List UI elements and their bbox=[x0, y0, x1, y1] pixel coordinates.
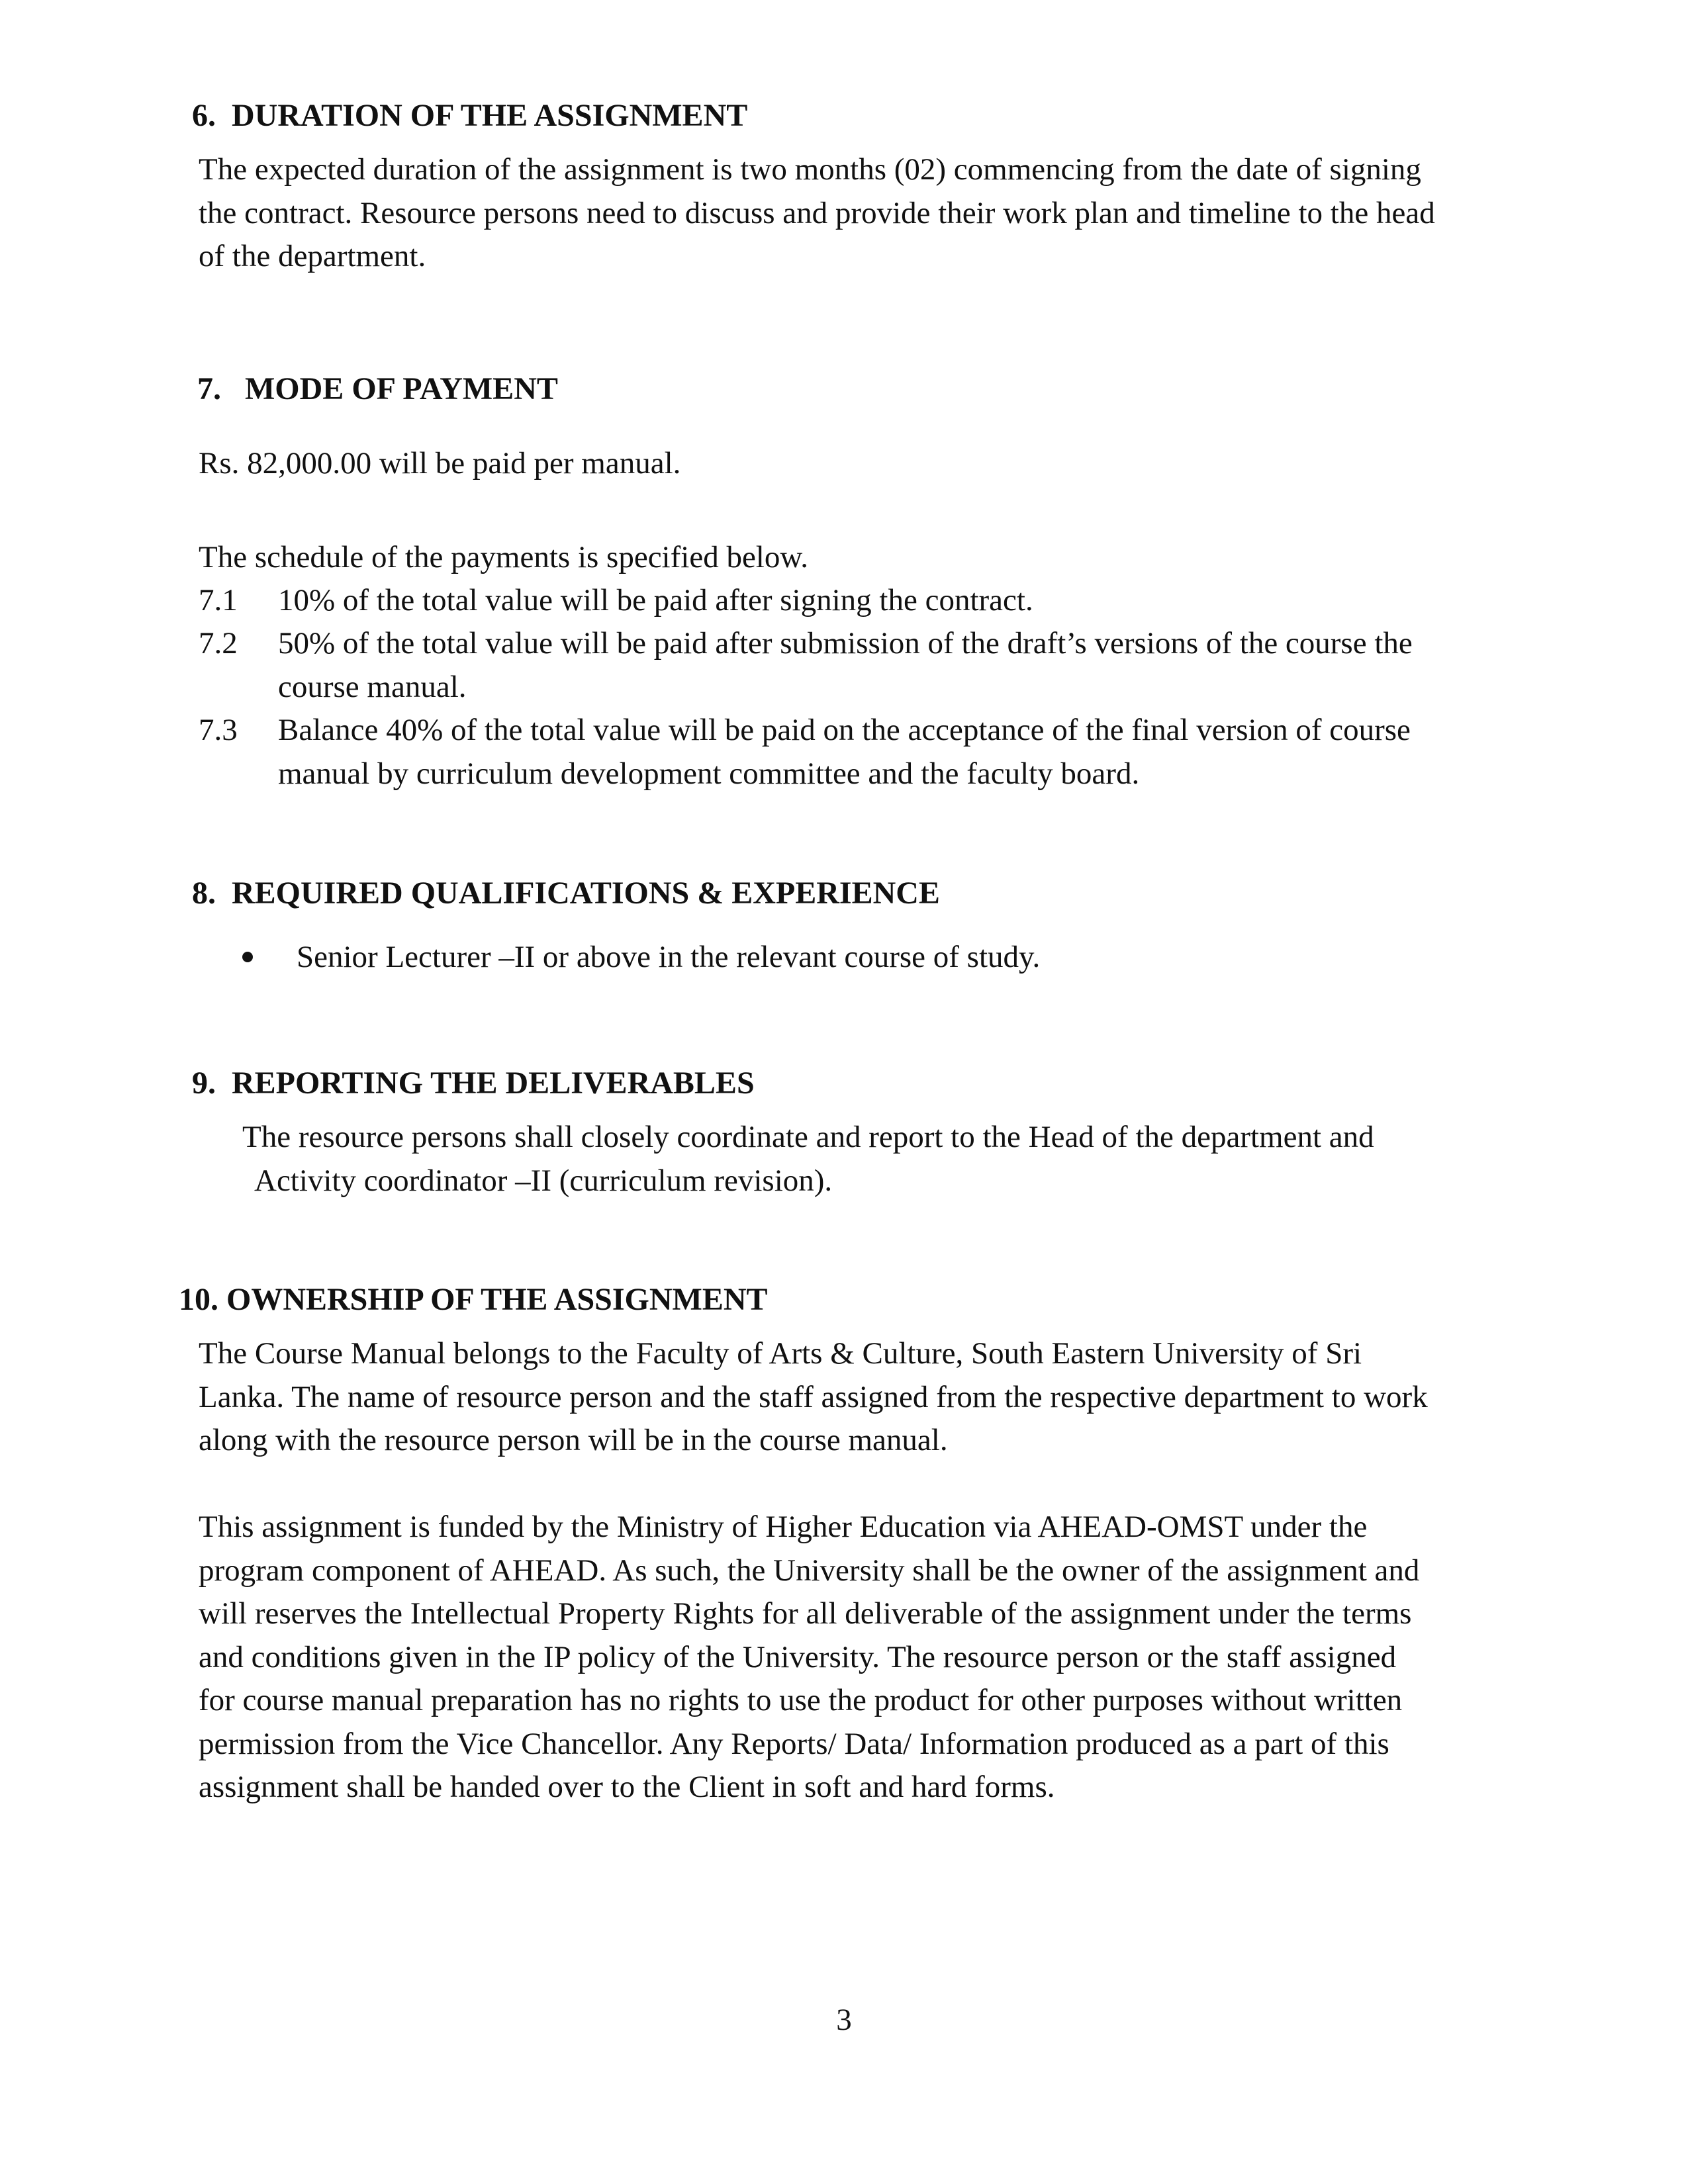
section-6-heading bbox=[192, 95, 747, 137]
section-number: 9. bbox=[192, 1066, 216, 1101]
section-9-heading bbox=[192, 1062, 755, 1105]
section-title: OWNERSHIP OF THE ASSIGNMENT bbox=[226, 1282, 768, 1317]
text-line: course manual. bbox=[278, 669, 467, 704]
text-line: The Course Manual belongs to the Faculty of Arts & Culture, South Eastern University of Sri bbox=[199, 1336, 1362, 1371]
text-line: The expected duration of the assignment is two months (02) commencing from the date of signing bbox=[199, 152, 1421, 187]
section-number: 10. bbox=[179, 1282, 218, 1317]
section-title: MODE OF PAYMENT bbox=[245, 371, 558, 406]
text-line: Activity coordinator –II (curriculum revision). bbox=[254, 1163, 833, 1198]
text-line: This assignment is funded by the Ministry of Higher Education via AHEAD-OMST under the bbox=[199, 1510, 1368, 1544]
schedule-item bbox=[199, 709, 1688, 796]
text-line: assignment shall be handed over to the Client in soft and hard forms. bbox=[199, 1770, 1055, 1804]
section-10-heading bbox=[179, 1279, 768, 1321]
text-line: will reserves the Intellectual Property Rights for all deliverable of the assignment under the terms bbox=[199, 1596, 1412, 1631]
section-number: 7. bbox=[197, 371, 221, 406]
section-title: REQUIRED QUALIFICATIONS & EXPERIENCE bbox=[232, 876, 940, 911]
section-9-paragraph bbox=[242, 1116, 1374, 1203]
bullet-text: Senior Lecturer –II or above in the relevant course of study. bbox=[297, 940, 1041, 974]
schedule-item bbox=[199, 579, 1688, 623]
text-line: Lanka. The name of resource person and the staff assigned from the respective department to work bbox=[199, 1379, 1428, 1414]
section-number: 8. bbox=[192, 876, 216, 911]
section-title: DURATION OF THE ASSIGNMENT bbox=[232, 98, 748, 133]
payment-amount: Rs. 82,000.00 will be paid per manual. bbox=[199, 446, 681, 480]
section-6-paragraph bbox=[199, 148, 1489, 279]
text-line: and conditions given in the IP policy of the University. The resource person or the staff assigned bbox=[199, 1639, 1397, 1674]
text-line: The resource persons shall closely coordinate and report to the Head of the department and bbox=[242, 1120, 1374, 1154]
schedule-intro: The schedule of the payments is specified below. bbox=[199, 540, 808, 574]
bullet-icon bbox=[242, 952, 253, 962]
section-7-heading bbox=[197, 368, 558, 410]
section-10-paragraph-2 bbox=[199, 1506, 1489, 1809]
section-number: 6. bbox=[192, 98, 216, 133]
text-line: the contract. Resource persons need to discuss and provide their work plan and timeline to the head bbox=[199, 195, 1435, 230]
text-line: for course manual preparation has no rights to use the product for other purposes without written bbox=[199, 1683, 1403, 1717]
text-line: Balance 40% of the total value will be paid on the acceptance of the final version of course bbox=[278, 713, 1411, 747]
text-line: 50% of the total value will be paid after submission of the draft’s versions of the course the bbox=[278, 626, 1413, 660]
text-line: of the department. bbox=[199, 239, 426, 273]
section-title: REPORTING THE DELIVERABLES bbox=[232, 1066, 755, 1101]
text-line: program component of AHEAD. As such, the University shall be the owner of the assignment and bbox=[199, 1553, 1420, 1588]
text-line: along with the resource person will be in the course manual. bbox=[199, 1423, 948, 1457]
schedule-item-number: 7.1 bbox=[199, 583, 238, 617]
text-line: manual by curriculum development committee and the faculty board. bbox=[278, 756, 1140, 791]
text-line: permission from the Vice Chancellor. Any Reports/ Data/ Information produced as a part of this bbox=[199, 1726, 1389, 1761]
schedule-item-number: 7.3 bbox=[199, 713, 238, 747]
bullet-list-item bbox=[242, 936, 1301, 979]
text-line: 10% of the total value will be paid after signing the contract. bbox=[278, 583, 1033, 617]
section-10-paragraph-1 bbox=[199, 1332, 1489, 1463]
schedule-item-number: 7.2 bbox=[199, 626, 238, 660]
page-number: 3 bbox=[836, 2003, 852, 2037]
section-8-heading bbox=[192, 872, 940, 915]
schedule-item bbox=[199, 622, 1688, 709]
